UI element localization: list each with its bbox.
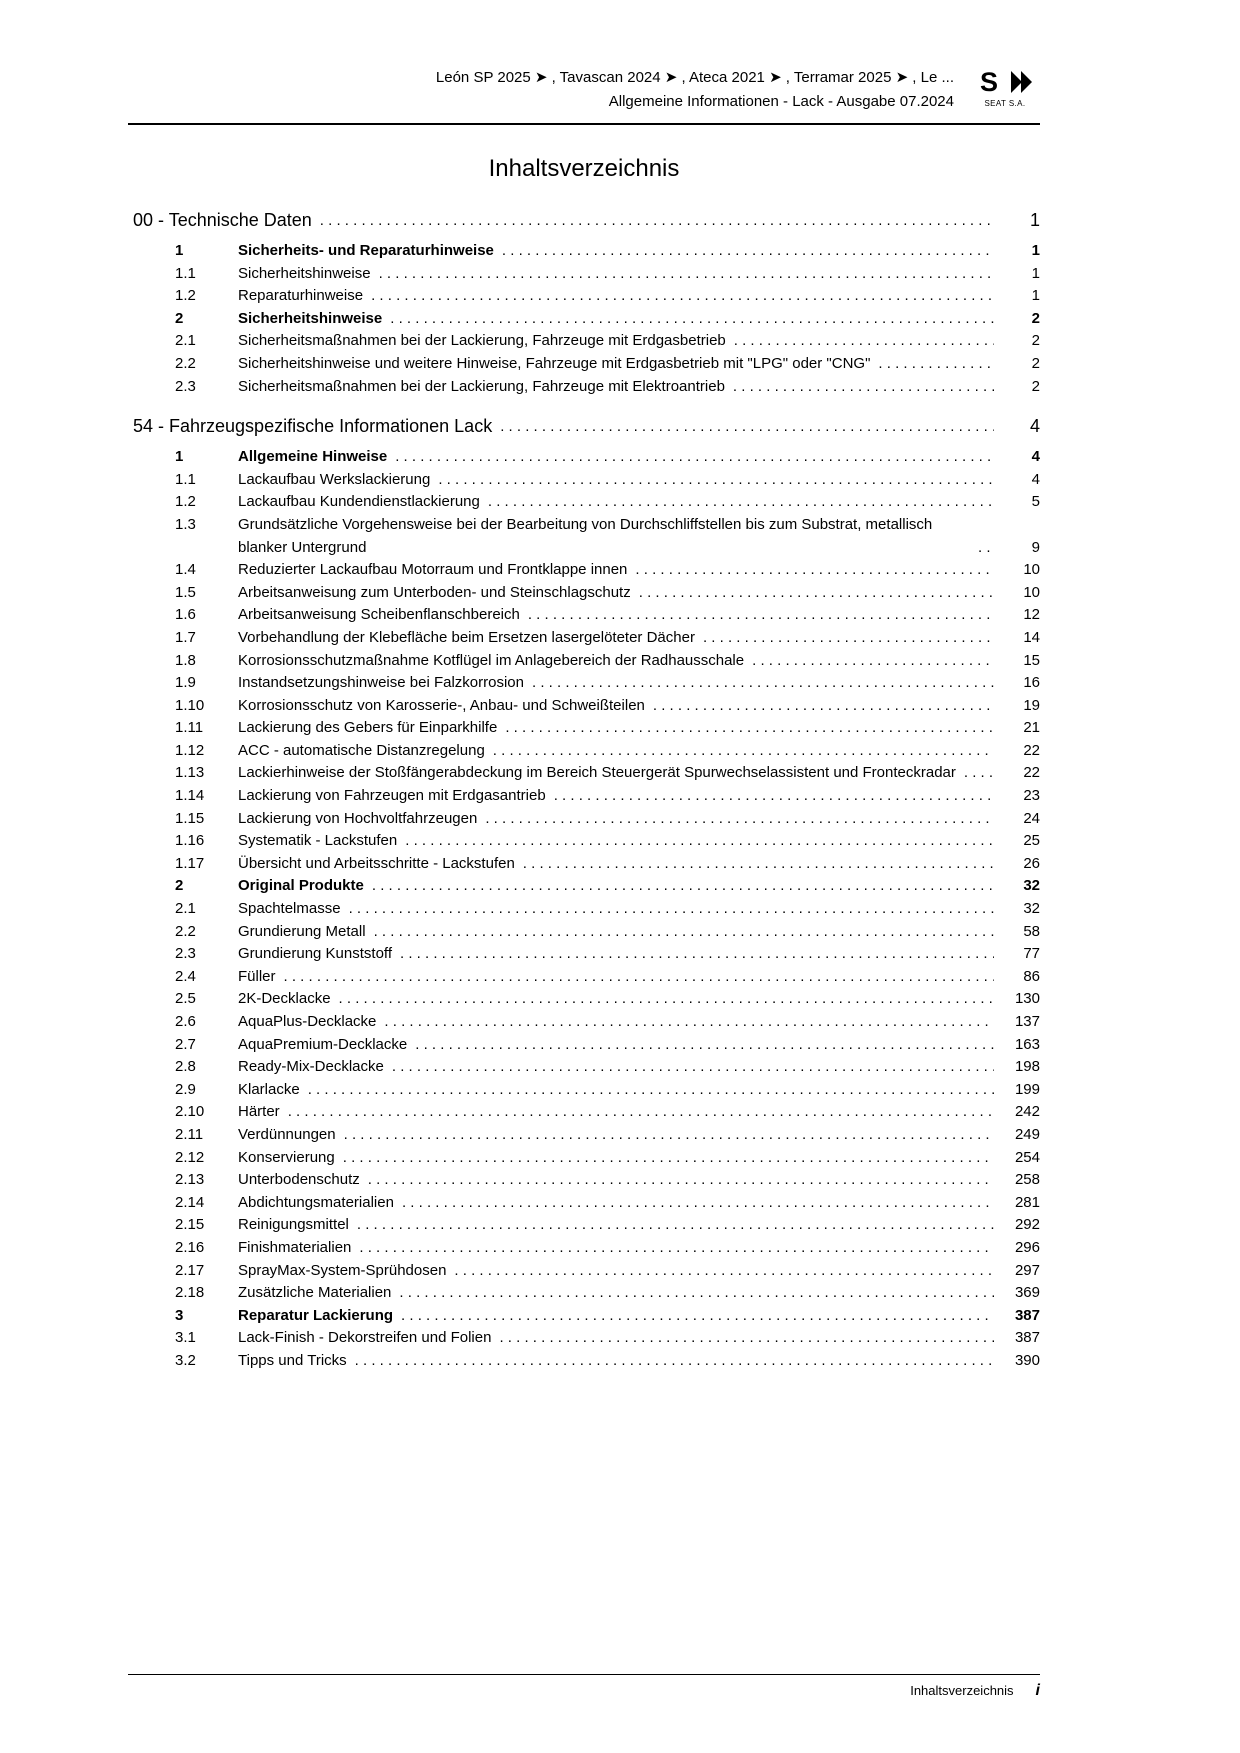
toc-entry-page: 32 (1023, 877, 1040, 895)
toc-entry-row (128, 1260, 1040, 1283)
dot-leader (528, 604, 994, 627)
toc-entry-row (128, 717, 1040, 740)
toc-entry-page: 387 (1014, 1329, 1040, 1347)
toc-entry-page: 5 (1031, 493, 1040, 511)
toc-entry-number: 3 (175, 1306, 184, 1324)
toc-entry-row (128, 1327, 1040, 1350)
toc-entry-page: 26 (1023, 854, 1040, 872)
toc-entry-label: Verdünnungen (238, 1125, 336, 1143)
dot-leader (339, 988, 994, 1011)
page-header (128, 0, 1040, 125)
toc-entry-label: Übersicht und Arbeitsschritte - Lackstufen (238, 854, 515, 872)
toc-entry-page: 19 (1023, 696, 1040, 714)
dot-leader (752, 650, 994, 673)
toc-entry-row (128, 627, 1040, 650)
document-page (128, 0, 1040, 1373)
toc-entry-label: Original Produkte (238, 877, 364, 895)
dot-leader (635, 559, 994, 582)
toc-entry-page: 369 (1014, 1284, 1040, 1302)
header-models-line: León SP 2025 ➤ , Tavascan 2024 ➤ , Ateca 2021 ➤ , Terramar 2025 ➤ , Le ... (435, 69, 954, 86)
toc-entry-page: 86 (1023, 967, 1040, 985)
toc-entry-row (128, 1305, 1040, 1328)
toc-entry-label: Sicherheitsmaßnahmen bei der Lackierung, Fahrzeuge mit Elektroantrieb (238, 377, 725, 395)
toc-entry-page: 10 (1023, 583, 1040, 601)
toc-entry-label: Sicherheits- und Reparaturhinweise (238, 242, 494, 259)
toc-entry-number: 2.3 (175, 945, 196, 963)
toc-entry-page: 4 (1031, 448, 1040, 466)
toc-entry-label: SprayMax-System-Sprühdosen (238, 1261, 447, 1279)
toc-entry-page: 4 (1031, 470, 1040, 488)
toc-entry-row (128, 1034, 1040, 1057)
toc-entry-page: 4 (1029, 416, 1040, 437)
dot-leader (488, 491, 994, 514)
toc-entry-number: 1 (175, 242, 184, 259)
toc-entry-number: 1.3 (175, 515, 196, 533)
page-title: Inhaltsverzeichnis (488, 155, 680, 182)
toc-entry-row (128, 875, 1040, 898)
toc-entry-row (128, 1124, 1040, 1147)
dot-leader (703, 627, 994, 650)
dot-leader (500, 413, 994, 439)
toc-entry-row (128, 672, 1040, 695)
toc-entry-page: 1 (1031, 287, 1040, 305)
toc-entry-label: 54 - Fahrzeugspezifische Informationen Lack (133, 416, 493, 437)
toc-entry-row (128, 853, 1040, 876)
toc-entry-page: 292 (1014, 1216, 1040, 1234)
toc-entry-page: 297 (1014, 1261, 1040, 1279)
dot-leader (878, 353, 994, 376)
footer-label: Inhaltsverzeichnis (910, 1683, 1014, 1698)
toc-entry-label: Lackierung von Hochvoltfahrzeugen (238, 809, 478, 827)
toc-entry-label: Reparatur Lackierung (238, 1306, 394, 1324)
seat-s-logo-icon (976, 68, 1002, 96)
toc-entry-row (128, 1101, 1040, 1124)
toc-entry-row (128, 1056, 1040, 1079)
toc-entry-label: Instandsetzungshinweise bei Falzkorrosion (238, 674, 524, 692)
dot-leader (400, 943, 994, 966)
dot-leader (371, 285, 994, 308)
dot-leader (390, 308, 994, 331)
toc-entry-page: 1 (1031, 242, 1040, 259)
toc-entry-row (128, 1214, 1040, 1237)
dot-leader (978, 537, 994, 560)
toc-entry-number: 2.12 (175, 1148, 205, 1166)
toc-entry-row (128, 1011, 1040, 1034)
toc-entry-page: 24 (1023, 809, 1040, 827)
toc-entry-row (128, 446, 1040, 469)
dot-leader (368, 1169, 994, 1192)
toc-entry-page: 9 (1031, 538, 1040, 556)
dot-leader (523, 853, 994, 876)
dot-leader (502, 240, 994, 263)
toc-entry-row (128, 285, 1040, 308)
toc-entry-page: 2 (1031, 377, 1040, 395)
toc-entry-label: Sicherheitshinweise (238, 309, 383, 327)
dot-leader (401, 1305, 994, 1328)
toc-entry-number: 1.17 (175, 854, 205, 872)
toc-entry-page: 15 (1023, 651, 1040, 669)
toc-entry-row (128, 1350, 1040, 1373)
toc-entry-page: 130 (1014, 990, 1040, 1008)
toc-entry-number: 1 (175, 448, 184, 466)
toc-entry-number: 2.10 (175, 1103, 205, 1121)
dot-leader (308, 1079, 994, 1102)
toc-entry-label: Grundierung Metall (238, 922, 366, 940)
toc-entry-label: Reduzierter Lackaufbau Motorraum und Frontklappe innen (238, 561, 628, 579)
toc-entry-number: 2.14 (175, 1193, 205, 1211)
toc-entry-row (128, 988, 1040, 1011)
toc-entry-label: Arbeitsanweisung zum Unterboden- und Steinschlagschutz (238, 583, 631, 601)
dot-leader (639, 582, 994, 605)
toc-entry-row (128, 330, 1040, 353)
toc-entry-label: Füller (238, 967, 276, 985)
page-footer (128, 1674, 1040, 1700)
toc-entry-number: 2.4 (175, 967, 196, 985)
footer-page-number: i (1035, 1682, 1040, 1699)
toc-entry-number: 1.4 (175, 561, 196, 579)
toc-entry-number: 1.2 (175, 287, 196, 305)
toc-entry-page: 387 (1014, 1306, 1040, 1324)
toc-entry-label: Grundsätzliche Vorgehensweise bei der Bearbeitung von Durchschliffstellen bis zum Substrat, metallisch blanker Untergrund (238, 515, 933, 556)
dot-leader (284, 966, 994, 989)
toc-entry-label: Lackierung von Fahrzeugen mit Erdgasantrieb (238, 787, 546, 805)
toc-entry-label: ACC - automatische Distanzregelung (238, 741, 485, 759)
toc-entry-number: 1.9 (175, 674, 196, 692)
toc-entry-label: Finishmaterialien (238, 1238, 352, 1256)
toc-entry-row (128, 898, 1040, 921)
toc-entry-row (128, 740, 1040, 763)
header-text (128, 66, 970, 114)
svg-text:S: S (979, 68, 999, 96)
dot-leader (405, 830, 994, 853)
toc-entry-page: 32 (1023, 900, 1040, 918)
toc-entry-number: 2.18 (175, 1284, 205, 1302)
toc-entry-page: 258 (1014, 1171, 1040, 1189)
toc-entry-label: Sicherheitshinweise (238, 264, 371, 282)
dot-leader (964, 762, 994, 785)
dot-leader (344, 1124, 994, 1147)
toc-entry-label: Zusätzliche Materialien (238, 1284, 392, 1302)
toc-entry-page: 12 (1023, 606, 1040, 624)
toc-entry-label: Unterbodenschutz (238, 1171, 360, 1189)
toc-entry-label: Lackaufbau Kundendienstlackierung (238, 493, 480, 511)
toc-entry-number: 2.16 (175, 1238, 205, 1256)
toc-entry-row (128, 695, 1040, 718)
toc-entry-page: 23 (1023, 787, 1040, 805)
toc-entry-label: Lackaufbau Werkslackierung (238, 470, 431, 488)
toc-entry-page: 1 (1031, 264, 1040, 282)
toc-entry-page: 1 (1029, 210, 1040, 230)
dot-leader (395, 446, 994, 469)
dot-leader (499, 1327, 994, 1350)
toc-entry-page: 198 (1014, 1058, 1040, 1076)
toc-entry-number: 3.1 (175, 1329, 196, 1347)
toc-entry-row (128, 943, 1040, 966)
toc-entry-label: Sicherheitshinweise und weitere Hinweise, Fahrzeuge mit Erdgasbetrieb mit "LPG" oder "CNG" (238, 354, 871, 372)
toc-entry-page: 242 (1014, 1103, 1040, 1121)
toc-entry-label: AquaPlus-Decklacke (238, 1013, 377, 1030)
toc-entry-label: Korrosionsschutzmaßnahme Kotflügel im Anlagebereich der Radhausschale (238, 651, 745, 669)
toc-entry-page: 390 (1014, 1351, 1040, 1369)
dot-leader (384, 1011, 994, 1034)
toc-entry-number: 1.5 (175, 583, 196, 601)
toc-entry-row (128, 604, 1040, 627)
toc-entry-number: 1.2 (175, 493, 196, 511)
toc-entry-number: 1.14 (175, 787, 205, 805)
toc-entry-row (128, 308, 1040, 331)
toc-entry-number: 2.3 (175, 377, 196, 395)
toc-entry-number: 1.15 (175, 809, 205, 827)
dot-leader (372, 875, 994, 898)
toc-entry-page: 25 (1023, 832, 1040, 850)
arrow-emblem-icon (1008, 68, 1034, 96)
dot-leader (392, 1056, 994, 1079)
toc-entry-number: 2.6 (175, 1013, 196, 1030)
toc-entry-number: 2.15 (175, 1216, 205, 1234)
toc-entry-number: 2.13 (175, 1171, 205, 1189)
header-subtitle-line: Allgemeine Informationen - Lack - Ausgabe 07.2024 (608, 93, 954, 110)
toc-entry-number: 2.2 (175, 922, 196, 940)
toc-entry-label: 2K-Decklacke (238, 990, 331, 1008)
toc-entry-number: 2.8 (175, 1058, 196, 1076)
dot-leader (399, 1282, 994, 1305)
dot-leader (355, 1350, 994, 1373)
toc-entry-number: 2.1 (175, 900, 196, 918)
toc-entry-row (128, 240, 1040, 263)
dot-leader (438, 469, 994, 492)
toc-entry-page: 22 (1023, 764, 1040, 782)
toc-entry-row (128, 559, 1040, 582)
toc-entry-label: Konservierung (238, 1148, 335, 1166)
toc-entry-number: 2.2 (175, 354, 196, 372)
dot-leader (379, 263, 994, 286)
toc-entry-number: 1.12 (175, 741, 205, 759)
toc-entry-row (128, 921, 1040, 944)
dot-leader (454, 1260, 994, 1283)
toc-entry-row (128, 762, 1040, 785)
dot-leader (402, 1192, 994, 1215)
toc-entry-page: 58 (1023, 922, 1040, 940)
toc-entry-label: Systematik - Lackstufen (238, 832, 398, 850)
toc-entry-number: 3.2 (175, 1351, 196, 1369)
footer-divider (128, 1674, 1040, 1675)
dot-leader (505, 717, 994, 740)
toc-entry-page: 10 (1023, 561, 1040, 579)
toc-entry-number: 1.16 (175, 832, 205, 850)
toc-entry-row (128, 1282, 1040, 1305)
toc-entry-page: 16 (1023, 674, 1040, 692)
toc-entry-label: Korrosionsschutz von Karosserie-, Anbau- und Schweißteilen (238, 696, 645, 714)
toc-entry-label: Härter (238, 1103, 280, 1121)
toc-entry-row (128, 1192, 1040, 1215)
dot-leader (357, 1214, 994, 1237)
toc-entry-page: 296 (1014, 1238, 1040, 1256)
toc-entry-label: Arbeitsanweisung Scheibenflanschbereich (238, 606, 520, 624)
dot-leader (320, 207, 994, 233)
dot-leader (288, 1101, 994, 1124)
toc-entry-number: 1.8 (175, 651, 196, 669)
toc-entry-label: Lackierhinweise der Stoßfängerabdeckung im Bereich Steuergerät Spurwechselassistent und Fronteckradar (238, 764, 956, 782)
logo-caption: SEAT S.A. (984, 99, 1026, 108)
toc-entry-number: 1.13 (175, 764, 205, 782)
toc-entry-label: Vorbehandlung der Klebefläche beim Ersetzen lasergelöteter Dächer (238, 628, 695, 646)
toc-entry-page: 249 (1014, 1125, 1040, 1143)
dot-leader (532, 672, 994, 695)
toc-entry-row (128, 808, 1040, 831)
toc-entry-row (128, 491, 1040, 514)
dot-leader (374, 921, 994, 944)
toc-entry-number: 1.10 (175, 696, 205, 714)
toc-chapter-row (128, 413, 1040, 439)
toc-entry-page: 2 (1031, 332, 1040, 350)
toc-entry-row (128, 263, 1040, 286)
dot-leader (349, 898, 994, 921)
toc-entry-page: 2 (1031, 309, 1040, 327)
toc-entry-row (128, 1079, 1040, 1102)
toc-entry-row (128, 785, 1040, 808)
toc-entry-number: 1.11 (175, 719, 204, 737)
toc-entry-row (128, 514, 1040, 559)
toc-entry-page: 77 (1023, 945, 1040, 963)
toc-entry-row (128, 582, 1040, 605)
toc-entry-number: 2.17 (175, 1261, 205, 1279)
toc-entry-number: 2.5 (175, 990, 196, 1008)
toc-entry-row (128, 1147, 1040, 1170)
brand-logos (970, 66, 1040, 108)
toc-entry-page: 2 (1031, 354, 1040, 372)
toc-entry-label: AquaPremium-Decklacke (238, 1035, 408, 1053)
toc-chapter-row (128, 207, 1040, 233)
toc-entry-number: 2 (175, 877, 184, 895)
toc-entry-label: Tipps und Tricks (238, 1351, 347, 1369)
toc-entry-row (128, 1237, 1040, 1260)
table-of-contents (128, 207, 1040, 1373)
toc-entry-label: Spachtelmasse (238, 900, 341, 918)
toc-entry-number: 2 (175, 309, 184, 327)
toc-entry-page: 21 (1023, 719, 1040, 737)
toc-entry-page: 14 (1023, 628, 1040, 646)
toc-entry-row (128, 650, 1040, 673)
toc-entry-number: 2.1 (175, 332, 196, 350)
toc-entry-label: Ready-Mix-Decklacke (238, 1058, 384, 1076)
toc-entry-page: 137 (1014, 1013, 1040, 1030)
toc-entry-row (128, 469, 1040, 492)
dot-leader (343, 1147, 994, 1170)
toc-entry-number: 1.1 (175, 264, 196, 282)
toc-entry-number: 2.11 (175, 1125, 204, 1143)
toc-entry-row (128, 830, 1040, 853)
toc-entry-page: 163 (1014, 1035, 1040, 1053)
dot-leader (359, 1237, 994, 1260)
toc-entry-row (128, 1169, 1040, 1192)
toc-entry-page: 22 (1023, 741, 1040, 759)
toc-entry-label: Sicherheitsmaßnahmen bei der Lackierung, Fahrzeuge mit Erdgasbetrieb (238, 332, 726, 350)
toc-entry-label: Allgemeine Hinweise (238, 448, 388, 466)
dot-leader (733, 376, 994, 399)
toc-entry-label: Klarlacke (238, 1080, 300, 1098)
toc-entry-label: 00 - Technische Daten (133, 210, 312, 230)
toc-entry-number: 1.6 (175, 606, 196, 624)
toc-entry-page: 199 (1014, 1080, 1040, 1098)
toc-entry-label: Reinigungsmittel (238, 1216, 349, 1234)
toc-entry-row (128, 353, 1040, 376)
toc-entry-page: 254 (1014, 1148, 1040, 1166)
toc-entry-row (128, 966, 1040, 989)
toc-entry-number: 1.7 (175, 628, 196, 646)
dot-leader (653, 695, 994, 718)
dot-leader (493, 740, 994, 763)
toc-entry-label: Grundierung Kunststoff (238, 945, 392, 963)
toc-entry-number: 2.7 (175, 1035, 196, 1053)
toc-entry-label: Abdichtungsmaterialien (238, 1193, 394, 1211)
toc-entry-number: 1.1 (175, 470, 196, 488)
toc-entry-number: 2.9 (175, 1080, 196, 1098)
header-divider (128, 123, 1040, 125)
toc-entry-page: 281 (1014, 1193, 1040, 1211)
toc-entry-row (128, 376, 1040, 399)
dot-leader (734, 330, 994, 353)
dot-leader (415, 1034, 994, 1057)
toc-entry-label: Lack-Finish - Dekorstreifen und Folien (238, 1329, 492, 1347)
dot-leader (554, 785, 994, 808)
toc-entry-label: Reparaturhinweise (238, 287, 364, 305)
dot-leader (485, 808, 994, 831)
toc-entry-label: Lackierung des Gebers für Einparkhilfe (238, 719, 498, 737)
